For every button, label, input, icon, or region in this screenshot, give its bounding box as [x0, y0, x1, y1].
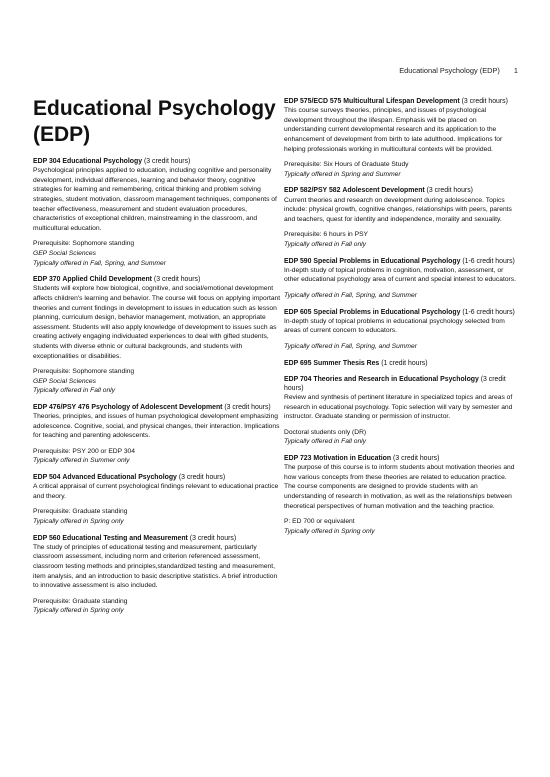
course-credit-hours: (3 credit hours): [461, 98, 508, 105]
course-heading: [33, 473, 283, 482]
prerequisite: Prerequisite: Graduate standing: [33, 597, 128, 605]
course-entry: [33, 473, 283, 527]
course-heading: [284, 454, 519, 463]
course-title: Adolescent Development: [342, 187, 425, 195]
course-entry: [284, 454, 519, 536]
course-credit-hours: (1-6 credit hours): [462, 257, 515, 265]
course-heading: [33, 534, 283, 543]
course-code: EDP 590: [284, 257, 312, 265]
right-course-list: [284, 97, 519, 536]
prerequisite: P: ED 700 or equivalent: [284, 518, 355, 526]
course-description: Review and synthesis of pertinent literature in specialized topics and areas of research in educational psychology. Topic selection will vary by semester and instructor. Graduate standing or permission of instructor.: [284, 394, 513, 421]
course-code: EDP 695: [284, 359, 312, 367]
course-heading: [284, 186, 519, 195]
course-code: EDP 560: [33, 534, 61, 542]
course-title: Educational Psychology: [62, 158, 143, 165]
term-offered: Typically offered in Spring only: [33, 518, 124, 526]
course-heading: [284, 97, 519, 106]
course-credit-hours: (1-6 credit hours): [462, 308, 515, 316]
course-title: Multicultural Lifespan Development: [343, 98, 460, 105]
course-description: This course surveys theories, principles, and issues of psychological development throughout the lifespan. Emphasis will be placed on understanding current developmental research and its application to the enhancement of development from birth to late adulthood. Implications for helping professionals working in multicultural contexts will be provided.: [284, 107, 503, 153]
course-credit-hours: (3 credit hours): [393, 455, 440, 463]
course-meta: [284, 428, 519, 447]
course-description: Psychological principles applied to education, including cognitive and personality development, individual differences, learning and behavior theory, cognitive strategies for learning and remembering, critical thinking and problem solving strategies, student motivation, classroom management techniques, components of teacher effectiveness, measurement and student evaluation procedures, characteristics of exceptional children, mainstreaming in the classroom, and multicultural education.: [33, 167, 277, 232]
left-course-list: [33, 157, 283, 616]
course-entry: [33, 534, 283, 616]
term-offered: Typically offered in Summer only: [33, 457, 130, 465]
course-heading: [284, 308, 519, 317]
prerequisite: Prerequisite: Sophomore standing: [33, 240, 135, 248]
course-title: Special Problems in Educational Psychology: [313, 308, 461, 316]
running-title: Educational Psychology (EDP): [399, 66, 500, 75]
term-offered: Typically offered in Fall, Spring, and Summer: [33, 259, 166, 267]
course-code: EDP 476/PSY 476: [33, 403, 90, 411]
course-credit-hours: (3 credit hours): [153, 276, 201, 284]
course-description: Current theories and research on development during adolescence. Topics include: physical growth, cognitive changes, relationships with peers, parents and teachers, quest for identity and independence, morality and sexuality.: [284, 196, 512, 223]
course-title: Theories and Research in Educational Psychology: [313, 375, 479, 383]
prerequisite: Prerequisite: 6 hours in PSY: [284, 231, 369, 239]
course-title: Special Problems in Educational Psychology: [313, 257, 461, 265]
course-meta: [284, 517, 519, 536]
course-entry: [284, 257, 519, 301]
left-column: [33, 96, 283, 623]
course-meta: [33, 597, 283, 616]
course-heading: [33, 403, 283, 412]
course-code: EDP 605: [284, 308, 312, 316]
course-meta: [284, 230, 519, 249]
prerequisite: Prerequisite: Six Hours of Graduate Study: [284, 161, 409, 169]
course-title: Psychology of Adolescent Development: [91, 403, 223, 411]
course-entry: [33, 157, 283, 268]
course-title: Educational Testing and Measurement: [62, 534, 188, 542]
prerequisite: Prerequisite: PSY 200 or EDP 304: [33, 447, 135, 455]
gep-requirement: GEP Social Sciences: [33, 377, 96, 385]
course-heading: [33, 157, 283, 166]
course-meta: [33, 447, 283, 466]
course-code: EDP 370: [33, 276, 61, 284]
course-description: In-depth study of topical problems in educational psychology selected from areas of current concern to educators.: [284, 317, 505, 335]
course-meta: [33, 367, 283, 396]
course-meta: [284, 160, 519, 179]
course-credit-hours: (3 credit hours): [284, 375, 506, 392]
course-entry: [284, 375, 519, 447]
right-column: [284, 97, 519, 543]
term-offered: Typically offered in Fall only: [284, 240, 367, 248]
course-entry: [284, 186, 519, 249]
course-code: EDP 723: [284, 455, 312, 463]
term-offered: Typically offered in Spring only: [33, 607, 124, 615]
course-code: EDP 504: [33, 474, 61, 482]
prerequisite: Prerequisite: Graduate standing: [33, 508, 128, 516]
course-heading: [284, 257, 519, 266]
course-code: EDP 704: [284, 375, 312, 383]
term-offered: Typically offered in Spring and Summer: [284, 170, 401, 178]
course-title: Summer Thesis Res: [313, 359, 380, 367]
course-description: The study of principles of educational testing and measurement, particularly classroom assessment, including norm and criterion referenced assessment, classroom testing methods and principles,standardized testing and measurement, item analysis, and an introduction to basic descriptive statistics. A brief introduction to innovative assessment is also included.: [33, 543, 278, 590]
course-meta: [284, 291, 519, 301]
course-entry: [33, 403, 283, 466]
course-heading: [284, 375, 519, 393]
course-heading: [284, 359, 519, 368]
course-credit-hours: (3 credit hours): [426, 187, 473, 195]
course-heading: [33, 275, 283, 284]
course-credit-hours: (3 credit hours): [143, 158, 191, 165]
term-offered: Typically offered in Spring only: [284, 527, 375, 535]
page-number: 1: [513, 66, 518, 75]
prerequisite: Prerequisite: Sophomore standing: [33, 368, 135, 376]
term-offered: Typically offered in Fall only: [284, 438, 367, 446]
course-description: Students will explore how biological, cognitive, and social/emotional development affects children's learning and behavior. The course will focus on applying important theories and current findings in development to issues in education such as lesson planning, curriculum design, behavior management, motivation, an appropriate assessment. Students will also apply knowledge of development to issues such as creating actively engaging individuated experiences to deal with gifted students, students with diverse ethnic or cultural backgrounds, and students with exceptionalities or disabilities.: [33, 285, 281, 360]
term-offered: Typically offered in Fall, Spring, and Summer: [284, 342, 417, 350]
term-offered: Typically offered in Fall, Spring, and Summer: [284, 291, 417, 299]
gep-requirement: GEP Social Sciences: [33, 249, 96, 257]
running-header: [399, 66, 518, 75]
course-title: Advanced Educational Psychology: [62, 474, 177, 482]
course-entry: [284, 97, 519, 179]
course-title: Motivation in Education: [313, 455, 392, 463]
course-credit-hours: (3 credit hours): [178, 474, 226, 482]
course-entry: [284, 359, 519, 368]
page-title: Educational Psychology (EDP): [33, 97, 276, 146]
course-description: A critical appraisal of current psychological findings relevant to educational practice and theory.: [33, 483, 279, 500]
course-entry: [33, 275, 283, 396]
course-meta: [284, 342, 519, 352]
course-code: EDP 575/ECD 575: [284, 98, 342, 105]
course-description: In-depth study of topical problems in cognition, motivation, assessment, or other educational psychology area of current and special interest to educators.: [284, 266, 516, 284]
course-meta: [33, 239, 283, 268]
course-title: Applied Child Development: [62, 276, 152, 284]
course-code: EDP 304: [33, 158, 61, 165]
prerequisite: Doctoral students only (DR): [284, 428, 367, 436]
course-description: The purpose of this course is to inform students about motivation theories and how various concepts from these theories are related to education practice. The course components are designed to provide students with an understanding of research in motivation, as well as the relationships between theoretical perspectives of human motivation and the teaching practice.: [284, 464, 515, 510]
course-meta: [33, 507, 283, 526]
course-entry: [284, 308, 519, 352]
term-offered: Typically offered in Fall only: [33, 387, 116, 395]
course-credit-hours: (3 credit hours): [224, 403, 271, 411]
course-description: Theories, principles, and issues of human psychological development emphasizing adolescence. Cognitive, social, and physical changes, their interaction. Implications for teaching and parenting adolescents.: [33, 413, 280, 440]
course-credit-hours: (3 credit hours): [189, 534, 237, 542]
course-credit-hours: (1 credit hours): [381, 359, 428, 367]
course-code: EDP 582/PSY 582: [284, 187, 341, 195]
